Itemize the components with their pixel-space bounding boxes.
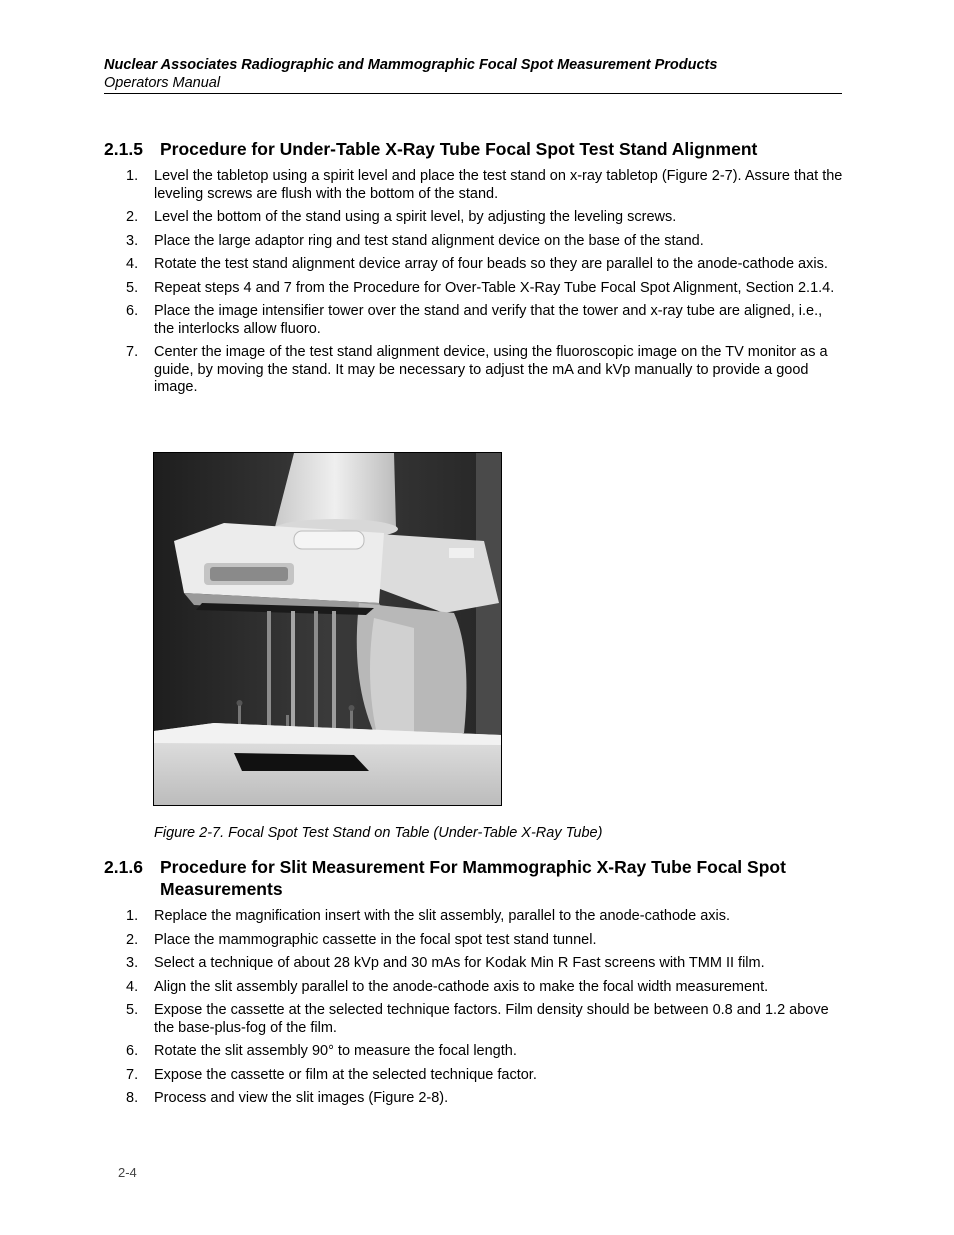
list-item: 5. Repeat steps 4 and 7 from the Procedure for Over-Table X-Ray Tube Focal Spot Alignment, Section 2.1.4.	[126, 279, 835, 296]
running-header	[104, 56, 842, 94]
list-item: 4. Rotate the test stand alignment device array of four beads so they are parallel to the anode-cathode axis.	[126, 256, 828, 272]
section-heading	[104, 856, 844, 900]
figure-caption: Figure 2-7. Focal Spot Test Stand on Table (Under-Table X-Ray Tube)	[154, 825, 603, 841]
list-item: 7. Center the image of the test stand alignment device, using the fluoroscopic image on the TV monitor as a guide, by moving the stand. It may be necessary to adjust the mA and kVp manually to provide a good image.	[126, 344, 828, 395]
test-stand-photo	[153, 452, 502, 806]
section-2-1-5	[104, 138, 844, 397]
test-stand-illustration	[154, 453, 501, 805]
step-list	[104, 168, 844, 397]
document-subtitle: Operators Manual	[104, 75, 221, 91]
step-list	[104, 908, 844, 1108]
section-title-continuation: Measurements	[160, 879, 283, 899]
list-item: 5. Expose the cassette at the selected technique factors. Film density should be between 0.8 and 1.2 above the base-plus-fog of the film.	[126, 1002, 829, 1036]
list-item: 1. Level the tabletop using a spirit level and place the test stand on x-ray tabletop (Figure 2-7). Assure that the leveling screws are flush with the bottom of the stand.	[126, 168, 843, 202]
list-item: 3. Select a technique of about 28 kVp and 30 mAs for Kodak Min R Fast screens with TMM II film.	[126, 955, 765, 971]
document-title: Nuclear Associates Radiographic and Mammographic Focal Spot Measurement Products	[104, 57, 718, 73]
section-heading	[104, 138, 844, 160]
list-item: 7. Expose the cassette or film at the selected technique factor.	[126, 1066, 537, 1083]
section-title-text: Procedure for Slit Measurement For Mammographic X-Ray Tube Focal Spot	[160, 857, 786, 877]
list-item: 6. Rotate the slit assembly 90° to measure the focal length.	[126, 1043, 517, 1059]
section-number: 2.1.5	[104, 139, 143, 159]
section-number: 2.1.6	[104, 857, 143, 877]
list-item: 2. Level the bottom of the stand using a spirit level, by adjusting the leveling screws.	[126, 209, 677, 225]
list-item: 2. Place the mammographic cassette in the focal spot test stand tunnel.	[126, 931, 597, 948]
list-item: 4. Align the slit assembly parallel to the anode-cathode axis to make the focal width measurement.	[126, 978, 769, 995]
section-2-1-6	[104, 856, 844, 1108]
list-item: 3. Place the large adaptor ring and test stand alignment device on the base of the stand.	[126, 232, 704, 249]
list-item: 1. Replace the magnification insert with the slit assembly, parallel to the anode-cathode axis.	[126, 908, 731, 924]
section-title-text: Procedure for Under-Table X-Ray Tube Focal Spot Test Stand Alignment	[160, 139, 758, 159]
list-item: 6. Place the image intensifier tower over the stand and verify that the tower and x-ray tube are aligned, i.e., the interlocks allow fluoro.	[126, 303, 823, 337]
list-item: 8. Process and view the slit images (Figure 2-8).	[126, 1090, 449, 1106]
page-number: 2-4	[118, 1165, 137, 1180]
